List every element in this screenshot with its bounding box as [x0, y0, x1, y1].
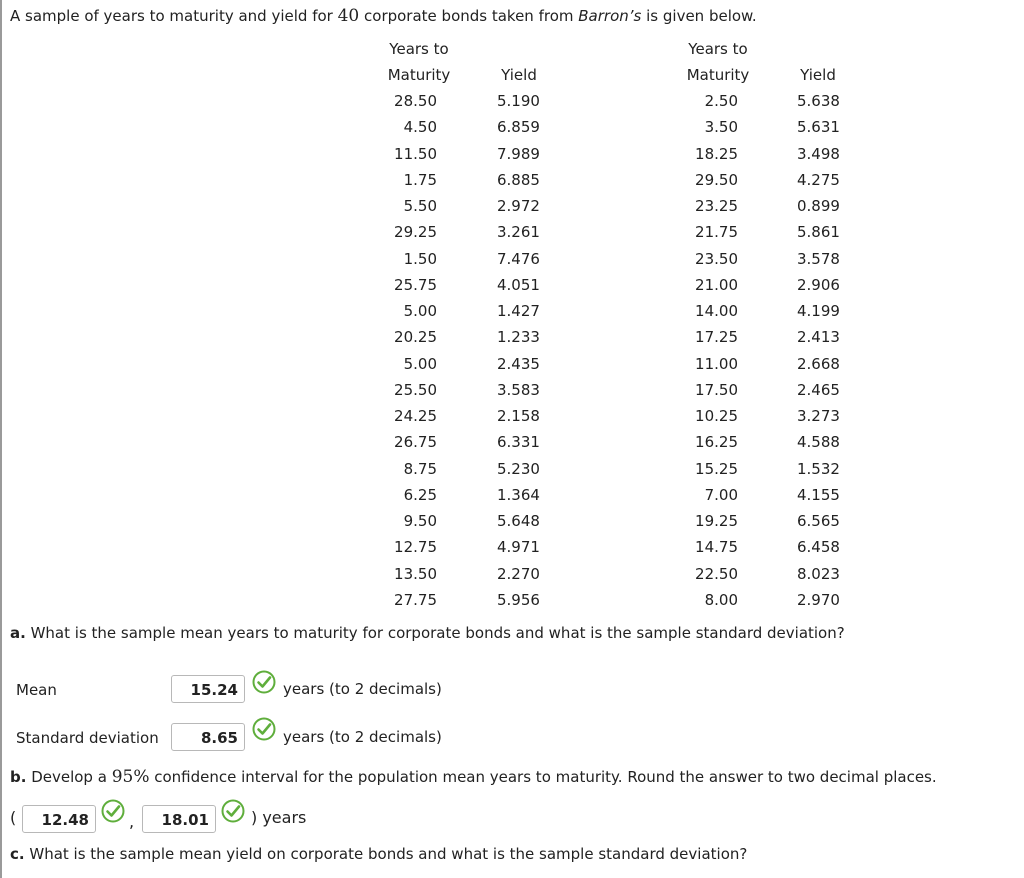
left-ytm-cell: 28.50: [394, 92, 437, 110]
right-ytm-cell: 14.75: [695, 538, 738, 556]
left-yield-cell: 4.051: [497, 276, 540, 294]
intro-before: A sample of years to maturity and yield for: [10, 7, 338, 25]
left-ytm-cell: 26.75: [394, 433, 437, 451]
right-ytm-cell: 18.25: [695, 145, 738, 163]
left-yield-cell: 5.230: [497, 460, 540, 478]
open-paren: (: [10, 808, 17, 827]
right-ytm-cell: 23.25: [695, 197, 738, 215]
correct-check-icon: [252, 717, 276, 741]
interval-comma: ,: [129, 812, 135, 831]
right-ytm-cell: 29.50: [695, 171, 738, 189]
right-ytm-cell: 17.50: [695, 381, 738, 399]
left-yield-cell: 7.989: [497, 145, 540, 163]
right-ytm-cell: 8.00: [704, 591, 738, 609]
right-yield-cell: 2.465: [797, 381, 840, 399]
right-ytm-cell: 21.00: [695, 276, 738, 294]
sd-label: Standard deviation: [16, 729, 159, 747]
mean-answer-field[interactable]: 15.24: [171, 675, 245, 703]
right-yield-cell: 2.413: [797, 328, 840, 346]
left-yield-cell: 3.261: [497, 223, 540, 241]
right-yield-cell: 3.578: [797, 250, 840, 268]
right-yield-cell: 4.199: [797, 302, 840, 320]
left-ytm-cell: 27.75: [394, 591, 437, 609]
intro-middle: corporate bonds taken from: [359, 7, 579, 25]
right-yield-cell: 8.023: [797, 565, 840, 583]
sd-unit: years (to 2 decimals): [283, 728, 442, 746]
question-b-post: confidence interval for the population mean years to maturity. Round the answer to two decimal places.: [149, 768, 937, 786]
left-ytm-cell: 29.25: [394, 223, 437, 241]
right-yield-cell: 2.906: [797, 276, 840, 294]
ci-upper-field[interactable]: 18.01: [142, 805, 216, 833]
question-a-text: What is the sample mean years to maturity for corporate bonds and what is the sample standard deviation?: [25, 624, 845, 642]
left-ytm-cell: 12.75: [394, 538, 437, 556]
left-yield-cell: 7.476: [497, 250, 540, 268]
right-ytm-cell: 3.50: [704, 118, 738, 136]
mean-label: Mean: [16, 681, 57, 699]
left-yield-cell: 2.270: [497, 565, 540, 583]
left-yield-cell: 6.859: [497, 118, 540, 136]
right-ytm-cell: 10.25: [695, 407, 738, 425]
header-ytm-left-1: Years to: [389, 40, 449, 58]
question-c-letter: c.: [10, 845, 25, 863]
right-yield-cell: 4.155: [797, 486, 840, 504]
left-ytm-cell: 13.50: [394, 565, 437, 583]
question-c: [10, 845, 747, 863]
left-yield-cell: 2.158: [497, 407, 540, 425]
right-ytm-cell: 21.75: [695, 223, 738, 241]
right-yield-cell: 6.565: [797, 512, 840, 530]
left-ytm-cell: 20.25: [394, 328, 437, 346]
left-yield-cell: 2.435: [497, 355, 540, 373]
header-yield-right: Yield: [800, 66, 836, 84]
left-yield-cell: 5.190: [497, 92, 540, 110]
question-b-pre: Develop a: [26, 768, 112, 786]
interval-unit: ) years: [251, 808, 307, 827]
right-yield-cell: 2.970: [797, 591, 840, 609]
right-yield-cell: 3.498: [797, 145, 840, 163]
right-ytm-cell: 17.25: [695, 328, 738, 346]
right-yield-cell: 0.899: [797, 197, 840, 215]
right-yield-cell: 5.638: [797, 92, 840, 110]
left-yield-cell: 6.885: [497, 171, 540, 189]
right-yield-cell: 5.631: [797, 118, 840, 136]
right-yield-cell: 1.532: [797, 460, 840, 478]
header-ytm-right-2: Maturity: [686, 66, 750, 84]
right-yield-cell: 4.275: [797, 171, 840, 189]
sd-answer-field[interactable]: 8.65: [171, 723, 245, 751]
question-c-text: What is the sample mean yield on corporate bonds and what is the sample standard deviation?: [24, 845, 748, 863]
left-ytm-cell: 25.50: [394, 381, 437, 399]
intro-count: 40: [337, 6, 360, 26]
correct-check-icon: [252, 670, 276, 694]
right-ytm-cell: 23.50: [695, 250, 738, 268]
left-yield-cell: 3.583: [497, 381, 540, 399]
intro-after: is given below.: [641, 7, 757, 25]
question-b-pct: 95%: [111, 767, 150, 787]
question-a-letter: a.: [10, 624, 26, 642]
right-yield-cell: 5.861: [797, 223, 840, 241]
left-yield-cell: 5.956: [497, 591, 540, 609]
intro-source: Barron’s: [578, 7, 642, 25]
left-ytm-cell: 24.25: [394, 407, 437, 425]
right-ytm-cell: 7.00: [704, 486, 738, 504]
question-a: [10, 624, 845, 642]
right-yield-cell: 6.458: [797, 538, 840, 556]
header-yield-left: Yield: [501, 66, 537, 84]
right-yield-cell: 3.273: [797, 407, 840, 425]
right-yield-cell: 2.668: [797, 355, 840, 373]
left-yield-cell: 1.427: [497, 302, 540, 320]
left-yield-cell: 1.233: [497, 328, 540, 346]
right-ytm-cell: 11.00: [695, 355, 738, 373]
ci-lower-field[interactable]: 12.48: [22, 805, 96, 833]
correct-check-icon: [101, 799, 125, 823]
left-ytm-cell: 25.75: [394, 276, 437, 294]
left-ytm-cell: 9.50: [403, 512, 437, 530]
left-ytm-cell: 6.25: [403, 486, 437, 504]
header-ytm-right-1: Years to: [688, 40, 748, 58]
right-ytm-cell: 22.50: [695, 565, 738, 583]
left-ytm-cell: 8.75: [403, 460, 437, 478]
left-ytm-cell: 1.75: [403, 171, 437, 189]
question-b: [10, 767, 937, 787]
left-yield-cell: 6.331: [497, 433, 540, 451]
left-yield-cell: 1.364: [497, 486, 540, 504]
left-ytm-cell: 4.50: [403, 118, 437, 136]
left-ytm-cell: 11.50: [394, 145, 437, 163]
left-ytm-cell: 5.50: [403, 197, 437, 215]
question-b-letter: b.: [10, 768, 27, 786]
right-ytm-cell: 14.00: [695, 302, 738, 320]
left-yield-cell: 4.971: [497, 538, 540, 556]
right-ytm-cell: 15.25: [695, 460, 738, 478]
left-yield-cell: 2.972: [497, 197, 540, 215]
left-ytm-cell: 1.50: [403, 250, 437, 268]
mean-unit: years (to 2 decimals): [283, 680, 442, 698]
right-yield-cell: 4.588: [797, 433, 840, 451]
right-ytm-cell: 19.25: [695, 512, 738, 530]
left-ytm-cell: 5.00: [403, 302, 437, 320]
right-ytm-cell: 2.50: [704, 92, 738, 110]
header-ytm-left-2: Maturity: [387, 66, 451, 84]
right-ytm-cell: 16.25: [695, 433, 738, 451]
correct-check-icon: [221, 799, 245, 823]
left-yield-cell: 5.648: [497, 512, 540, 530]
left-ytm-cell: 5.00: [403, 355, 437, 373]
